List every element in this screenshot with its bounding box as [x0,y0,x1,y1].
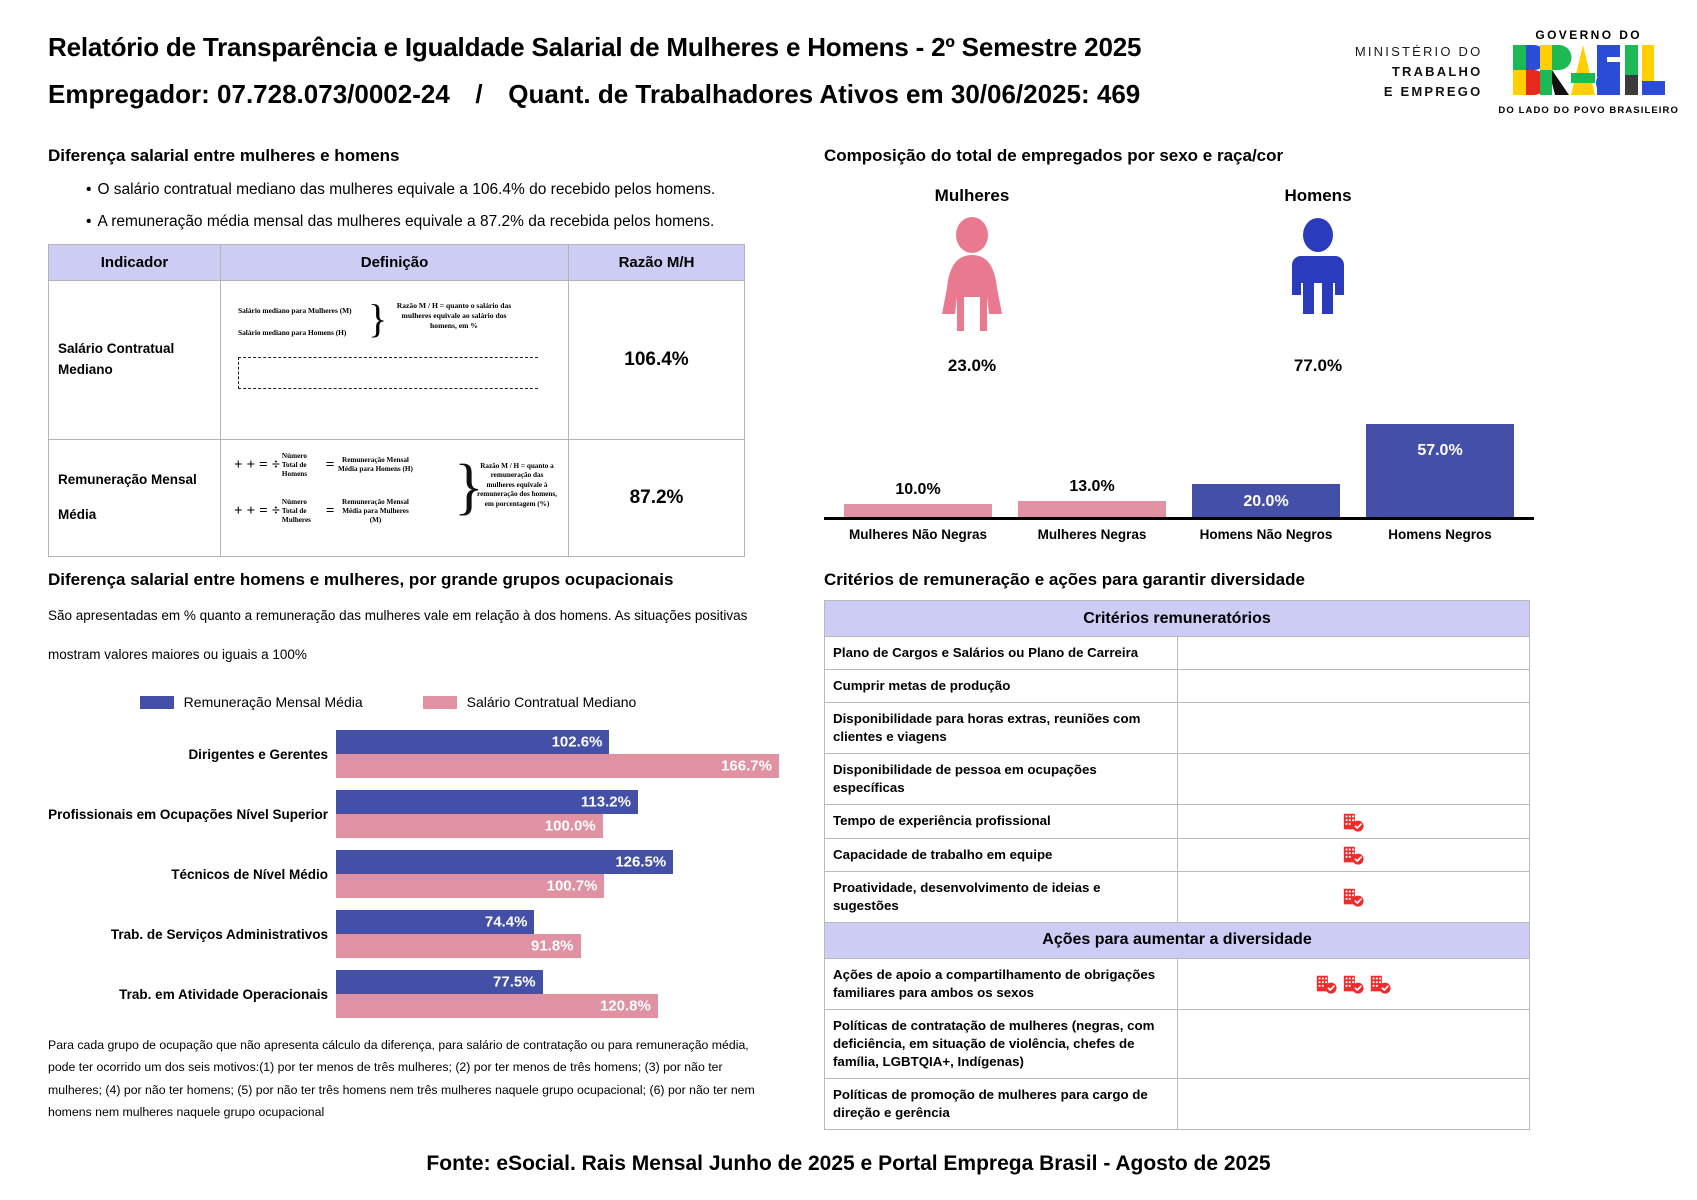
criteria-mark-cell [1177,805,1530,838]
occupational-chart-legend [0,694,788,710]
col-header-ratio: Razão M/H [569,244,745,280]
table-row [825,670,1530,703]
table-row [825,805,1530,838]
diversity-table-header-row [825,922,1530,958]
diagram-dashed-comparison-line [238,357,538,389]
criteria-mark-cell [1177,670,1530,703]
race-bar [1192,484,1340,520]
salary-difference-heading: Diferença salarial entre mulheres e homens [48,146,400,165]
criteria-mark-cell [1177,838,1530,871]
occupational-category-label: Profissionais em Ocupações Nível Superior [48,806,328,822]
company-check-icon [1369,973,1391,995]
table-row [825,1079,1530,1130]
indicator-average-pay-label [49,439,221,556]
occupational-row [48,850,788,898]
brasil-logo-icon [1513,45,1665,97]
occupational-bar-pair [336,790,788,838]
race-category-label: Homens Não Negros [1199,527,1333,542]
indicator-average-pay-line2: Média [58,506,97,522]
ministry-line-2: TRABALHO [1391,63,1483,79]
legend-swatch-pink [423,696,457,709]
occupational-category-label: Trab. em Atividade Operacionais [119,986,328,1002]
diagram-men-total-label: Número Total de Homens [281,451,308,478]
diagram-label-men-median: Salário mediano para Homens (H) [238,327,347,337]
occupational-footnote: Para cada grupo de ocupação que não apresenta cálculo da diferença, para salário de contratação ou para remuneração média, pode ter ocorrido um dos seis motivos:(1) por ter menos de três mulheres; (2) por ter menos de três homens; (3) por não ter mulheres; (4) por não ter homens; (5) por não ter três homens nem três mulheres naquele grupo ocupacional; (6) por não ter nem homens nem mulheres naquele grupo ocupacional [48,1038,755,1120]
composition-people-block [824,186,1534,386]
occupational-category-label: Dirigentes e Gerentes [188,746,328,762]
diversity-icon-group [1180,973,1528,995]
bar-average-pay [336,970,543,994]
race-composition-chart [824,410,1534,520]
ministry-logo-text [1355,42,1483,102]
woman-figure-icon [930,216,1014,341]
diversity-table-header: Ações para aumentar a diversidade [825,922,1530,958]
race-bar-value-label: 57.0% [1417,442,1463,459]
company-check-icon [1342,811,1364,833]
diagram-label-women-median: Salário mediano para Mulheres (M) [238,305,352,315]
bullet-average-pay: • A remuneração média mensal das mulheres equivale a 87.2% da recebida pelos homens. [86,212,748,233]
salary-difference-section [48,146,748,557]
header-titles [48,32,1141,110]
source-footer: Fonte: eSocial. Rais Mensal Junho de 2025 e Portal Emprega Brasil - Agosto de 2025 [426,1152,1271,1175]
race-category-label: Mulheres Não Negras [848,527,988,542]
criteria-table-header: Critérios remuneratórios [825,601,1530,637]
criteria-section [824,570,1534,1130]
employer-cnpj: Empregador: 07.728.073/0002-24 [48,79,450,109]
table-row [825,754,1530,805]
indicator-table [48,244,745,557]
criteria-label: Capacidade de trabalho em equipe [825,838,1178,871]
col-header-indicator: Indicador [49,244,221,280]
bar-median-salary [336,754,779,778]
bar-average-pay [336,790,638,814]
criteria-label: Tempo de experiência profissional [825,805,1178,838]
bar-value-label: 74.4% [484,913,528,931]
race-chart-axis [824,517,1534,520]
legend-label-average-pay: Remuneração Mensal Média [183,694,363,710]
occupational-bar-chart [48,730,788,1018]
diversity-label: Ações de apoio a compartilhamento de obrigações familiares para ambos os sexos [825,958,1178,1009]
table-row [825,838,1530,871]
race-category-label: Homens Negros [1388,527,1492,542]
diagram-ratio-definition: Razão M / H = quanto o salário das mulheres equivale ao salário dos homens, em % [396,300,512,331]
indicator-median-salary-label: Salário Contratual Mediano [49,280,221,439]
occupational-row [48,730,788,778]
indicator-average-pay-line1: Remuneração Mensal [58,471,197,487]
active-workers-count: Quant. de Trabalhadores Ativos em 30/06/2025: 469 [508,79,1141,109]
company-check-icon [1342,886,1364,908]
composition-men-block [1218,186,1418,376]
race-category-label: Mulheres Negras [1037,527,1147,542]
ministry-line-3: E EMPREGO [1383,84,1483,100]
occupational-note-line-2: mostram valores maiores ou iguais a 100% [48,647,307,662]
company-check-icon [1315,973,1337,995]
race-bar-value-label: 20.0% [1243,493,1289,510]
brand-block [1355,28,1679,116]
race-bar-value-label: 10.0% [895,481,941,498]
ministry-line-1: MINISTÉRIO DO [1354,43,1483,59]
bar-average-pay [336,730,609,754]
criteria-icon-group [1180,886,1528,908]
composition-men-percent: 77.0% [1293,356,1343,375]
bar-median-salary [336,934,581,958]
occupational-row [48,790,788,838]
diversity-mark-cell [1177,1009,1530,1078]
page-header [0,0,1697,128]
race-bar-value-label: 13.0% [1069,478,1115,495]
gov-brasil-logo [1498,28,1679,116]
salary-difference-bullets [86,180,748,233]
bar-value-label: 91.8% [530,937,574,955]
ratio-average-pay-value: 87.2% [569,439,745,556]
bar-value-label: 120.8% [599,997,651,1015]
occupational-bar-pair [336,850,788,898]
diagram-brace-icon: } [368,295,388,341]
diagram-men-result-label: Remuneração Mensal Média para Homens (H) [338,456,413,474]
composition-heading: Composição do total de empregados por sexo e raça/cor [824,146,1284,165]
occupational-row [48,910,788,958]
race-chart-category-labels [824,527,1534,549]
composition-women-label: Mulheres [934,186,1010,205]
criteria-label: Plano de Cargos e Salários ou Plano de Carreira [825,637,1178,670]
occupational-groups-section [48,570,788,1124]
criteria-mark-cell [1177,703,1530,754]
legend-swatch-blue [140,696,174,709]
composition-men-label: Homens [1284,186,1352,205]
race-bar-group-men-black [1366,424,1514,520]
criteria-mark-cell [1177,871,1530,922]
employer-line [48,79,1141,110]
criteria-heading: Critérios de remuneração e ações para garantir diversidade [824,570,1305,589]
occupational-bar-pair [336,910,788,958]
diversity-label: Políticas de promoção de mulheres para cargo de direção e gerência [825,1079,1178,1130]
average-pay-diagram [226,444,564,552]
title-separator: / [475,79,483,109]
indicator-table-header-row [49,244,745,280]
table-row [825,1009,1530,1078]
bar-value-label: 102.6% [551,733,603,751]
legend-item-median-salary [423,694,637,710]
criteria-table [824,600,1530,1130]
occupational-bar-pair [336,970,788,1018]
bar-median-salary [336,814,603,838]
table-row [49,439,745,556]
ratio-median-salary-value: 106.4% [569,280,745,439]
bar-median-salary [336,874,604,898]
race-bar-group-men-non-black [1192,484,1340,520]
composition-women-percent: 23.0% [947,356,997,375]
diagram-women-equation: + + = ÷ Número Total de Mulheres = Remuneração Mensal Média para Mulheres (M) [232,498,414,525]
criteria-icon-group [1180,844,1528,866]
legend-label-median-salary: Salário Contratual Mediano [466,694,637,710]
occupational-note-line-1: São apresentadas em % quanto a remuneração das mulheres vale em relação à dos homens. As situações positivas [48,608,748,623]
diagram-women-total-label: Número Total de Mulheres [281,497,311,524]
criteria-mark-cell [1177,754,1530,805]
bullet-median-salary: • O salário contratual mediano das mulheres equivale a 106.4% do recebido pelos homens. [86,180,748,201]
occupational-row [48,970,788,1018]
criteria-label: Disponibilidade de pessoa em ocupações específicas [825,754,1178,805]
occupational-bar-pair [336,730,788,778]
criteria-label: Disponibilidade para horas extras, reuniões com clientes e viagens [825,703,1178,754]
bar-value-label: 126.5% [615,853,667,871]
bar-average-pay [336,850,673,874]
occupational-category-label: Técnicos de Nível Médio [171,866,328,882]
median-salary-diagram [226,285,564,435]
diagram-brace-icon: } [454,452,484,521]
table-row [49,280,745,439]
bar-value-label: 166.7% [721,757,772,775]
bar-average-pay [336,910,534,934]
bar-value-label: 77.5% [493,973,536,991]
criteria-mark-cell [1177,637,1530,670]
gov-logo-top-text: GOVERNO DO [1535,28,1643,42]
table-row [825,703,1530,754]
diversity-mark-cell [1177,958,1530,1009]
legend-item-average-pay [140,694,363,710]
composition-women-block [872,186,1072,376]
criteria-table-header-row [825,601,1530,637]
bar-median-salary [336,994,658,1018]
race-bar [1366,424,1514,520]
table-row [825,871,1530,922]
diagram-ratio-definition: Razão M / H = quanto a remuneração das mulheres equivale à remuneração dos homens, em porcentagem (%) [477,461,557,508]
diagram-men-equation: + + = ÷ Número Total de Homens = Remuneração Mensal Média para Homens (H) [234,451,413,478]
bar-value-label: 113.2% [580,793,631,811]
bar-value-label: 100.7% [546,877,598,895]
col-header-definition: Definição [221,244,569,280]
diversity-mark-cell [1177,1079,1530,1130]
table-row [825,958,1530,1009]
bar-value-label: 100.0% [544,817,596,835]
company-check-icon [1342,973,1364,995]
definition-median-salary-cell [221,280,569,439]
occupational-category-label: Trab. de Serviços Administrativos [110,926,328,942]
criteria-label: Cumprir metas de produção [825,670,1178,703]
table-row [825,637,1530,670]
criteria-icon-group [1180,811,1528,833]
gov-logo-bottom-text: DO LADO DO POVO BRASILEIRO [1498,105,1679,116]
composition-section [824,146,1534,549]
criteria-label: Proatividade, desenvolvimento de ideias e sugestões [825,871,1178,922]
diagram-women-result-label: Remuneração Mensal Média para Mulheres (M) [342,497,409,524]
diversity-label: Políticas de contratação de mulheres (negras, com deficiência, em situação de violência, chefes de família, LGBTQIA+, Indígenas) [825,1009,1178,1078]
occupational-heading: Diferença salarial entre homens e mulheres, por grande grupos ocupacionais [48,570,674,589]
company-check-icon [1342,844,1364,866]
definition-average-pay-cell [221,439,569,556]
page-title: Relatório de Transparência e Igualdade Salarial de Mulheres e Homens - 2º Semestre 2025 [48,32,1142,62]
man-figure-icon [1276,216,1360,341]
